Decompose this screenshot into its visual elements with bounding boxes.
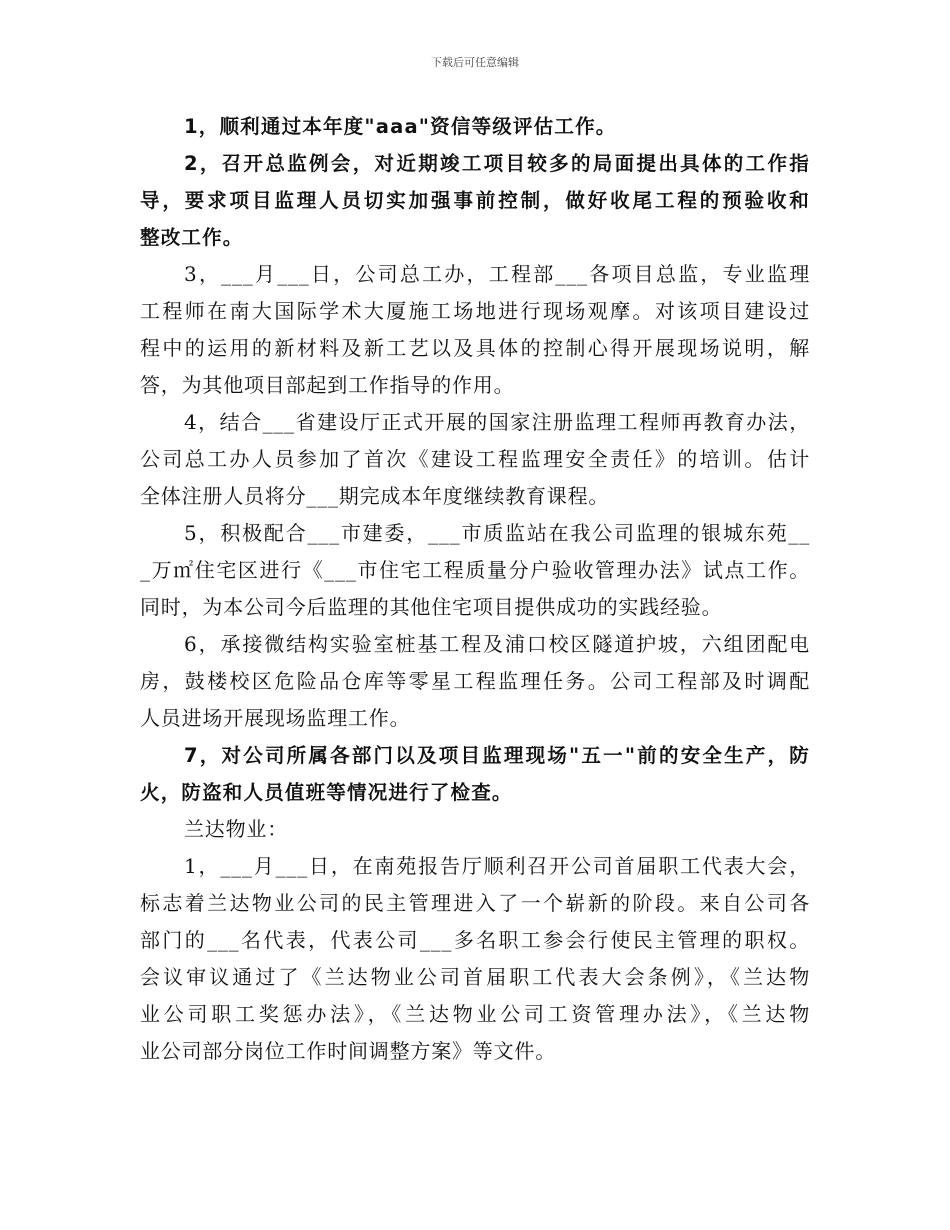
text-line: 部门的___名代表，代表公司___多名职工参会行使民主管理的职权。 — [140, 928, 810, 952]
text-line: 业公司部分岗位工作时间调整方案》等文件。 — [140, 1039, 556, 1063]
text-line: 导，要求项目监理人员切实加强事前控制，做好收尾工程的预验收和 — [140, 189, 810, 212]
text-line: 人员进场开展现场监理工作。 — [140, 706, 411, 730]
text-line: 同时，为本公司今后监理的其他住宅项目提供成功的实践经验。 — [140, 595, 723, 619]
text-line: 房，鼓楼校区危险品仓库等零星工程监理任务。公司工程部及时调配 — [140, 669, 810, 693]
text-line: 2，召开总监例会，对近期竣工项目较多的局面提出具体的工作指 — [184, 152, 810, 175]
text-line: 工程师在南大国际学术大厦施工场地进行现场观摩。对该项目建设过 — [140, 299, 810, 323]
text-line: 业公司职工奖惩办法》，《兰达物业公司工资管理办法》，《兰达物 — [140, 1002, 810, 1026]
text-line: 5，积极配合___市建委，___市质监站在我公司监理的银城东苑__ — [184, 521, 810, 545]
text-line: 6，承接微结构实验室桩基工程及浦口校区隧道护坡，六组团配电 — [184, 632, 810, 656]
text-line: 1，___月___日，在南苑报告厅顺利召开公司首届职工代表大会， — [184, 854, 810, 878]
text-line: 整改工作。 — [140, 226, 244, 249]
document-body — [140, 108, 810, 1070]
text-line: 3，___月___日，公司总工办，工程部___各项目总监，专业监理 — [184, 262, 810, 286]
text-line: 公司总工办人员参加了首次《建设工程监理安全责任》的培训。估计 — [140, 447, 810, 471]
text-line: 7，对公司所属各部门以及项目监理现场"五一"前的安全生产，防 — [184, 744, 810, 767]
text-line: 4，结合___省建设厅正式开展的国家注册监理工程师再教育办法， — [184, 410, 810, 434]
text-line: 1，顺利通过本年度"aaa"资信等级评估工作。 — [184, 115, 617, 138]
text-line: 程中的运用的新材料及新工艺以及具体的控制心得开展现场说明，解 — [140, 336, 810, 360]
text-line: 标志着兰达物业公司的民主管理进入了一个崭新的阶段。来自公司各 — [140, 891, 810, 915]
text-line: 答，为其他项目部起到工作指导的作用。 — [140, 373, 515, 397]
text-line: 会议审议通过了《兰达物业公司首届职工代表大会条例》，《兰达物 — [140, 965, 810, 989]
text-line: 全体注册人员将分___期完成本年度继续教育课程。 — [140, 484, 610, 508]
text-line: 火，防盗和人员值班等情况进行了检查。 — [140, 781, 513, 804]
text-line: _万㎡住宅区进行《___市住宅工程质量分户验收管理办法》试点工作。 — [140, 558, 810, 582]
text-line: 兰达物业： — [184, 817, 288, 841]
page-header: 下载后可任意编辑 — [431, 56, 519, 69]
